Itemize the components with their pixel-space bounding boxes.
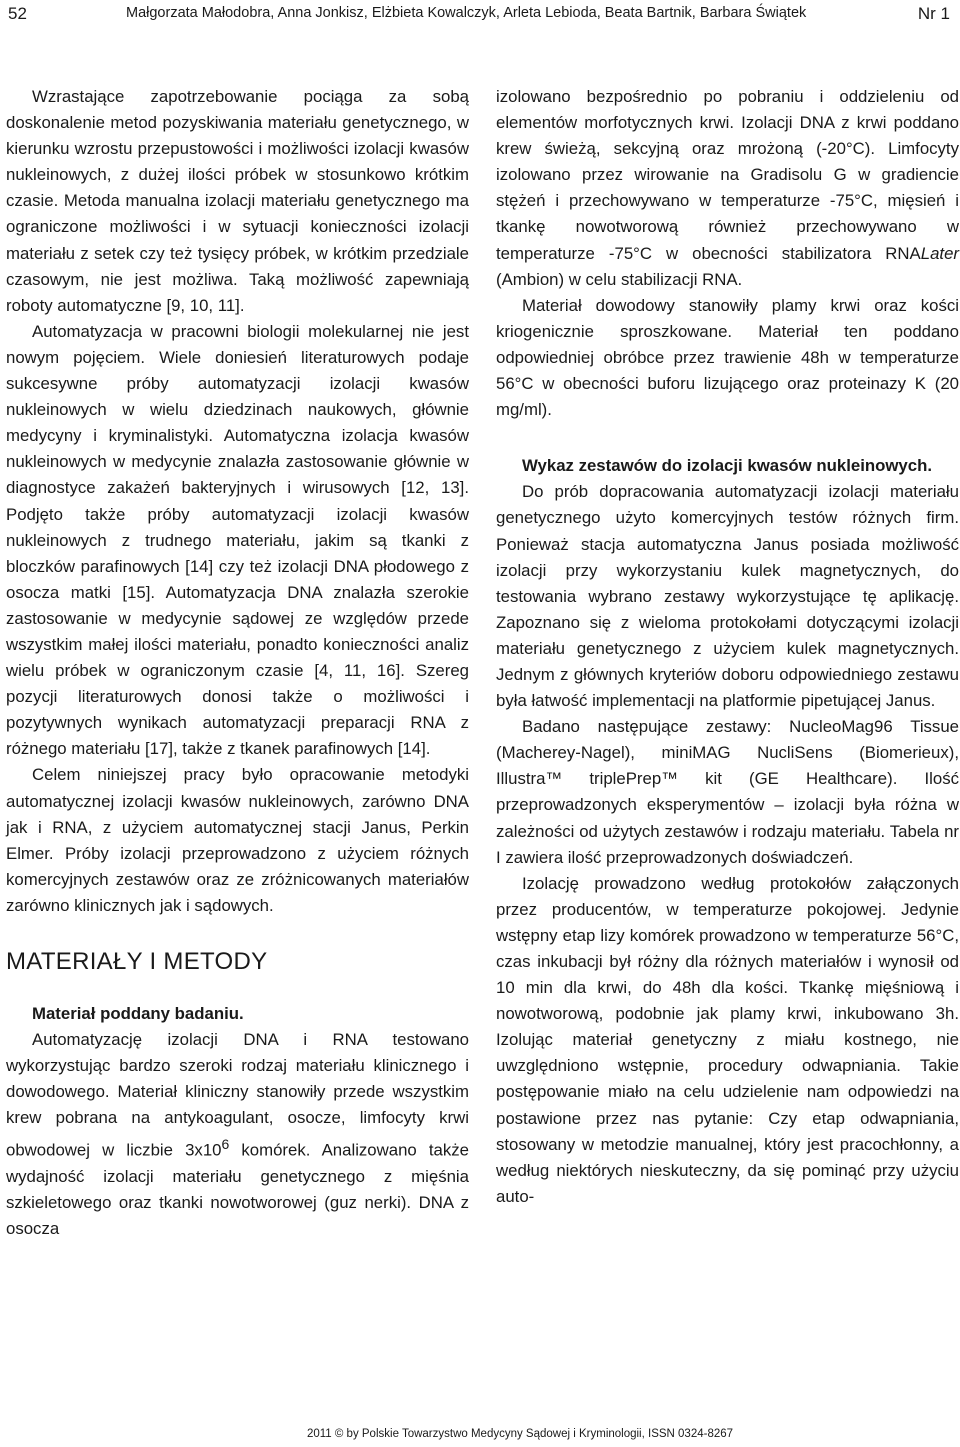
left-column xyxy=(6,84,469,1242)
issue-number: Nr 1 xyxy=(917,4,950,23)
page-header xyxy=(0,0,960,34)
paragraph xyxy=(496,84,959,293)
text-run: (Ambion) w celu stabilizacji RNA. xyxy=(496,269,743,289)
paragraph: Materiał dowodowy stanowiły plamy krwi oraz kości kriogenicznie sproszkowane. Materiał ten poddano odpowiedniej obróbce przez trawienie 48h w temperaturze 56°C w obecności buforu lizującego oraz proteinazy K (20 mg/ml). xyxy=(496,295,959,420)
text-run: izolowano bezpośrednio po pobraniu i oddzieleniu od elementów morfotycznych krwi. Izolacji DNA z krwi poddano krew świeżą, sekcyjną oraz mrożoną (-20°C). Limfocyty izolowano przez wirowanie na Gradisolu G w gradiencie stężeń i przechowywano w temperaturze -75°C, mięsień i tkankę nowotworową również przechowywano w temperaturze -75°C w obecności stabilizatora RNA xyxy=(496,87,959,263)
page-footer: 2011 © by Polskie Towarzystwo Medycyny Sądowej i Kryminologii, ISSN 0324-8267 xyxy=(306,1428,734,1440)
running-authors: Małgorzata Małodobra, Anna Jonkisz, Elżbieta Kowalczyk, Arleta Lebioda, Beata Bartnik, Barbara Świątek xyxy=(126,5,807,21)
paragraph: Badano następujące zestawy: NucleoMag96 Tissue (Macherey-Nagel), miniMAG NucliSens (Biomerieux), Illustra™ triplePrep™ kit (GE Healthcare). Ilość przeprowadzonych eksperymentów – izolacji była różna w zależności od użytych zestawów i rodzaju materiału. Tabela nr I zawiera ilość przeprowadzonych doświadczeń. xyxy=(496,717,959,867)
right-column xyxy=(496,84,959,1210)
superscript: 6 xyxy=(221,1136,230,1153)
text-run: Automatyzację izolacji DNA i RNA testowano wykorzystując bardzo szeroki rodzaj materiału klinicznego i dowodowego. Materiał kliniczny stanowiły przede wszystkim krew pobrana na antykoagulant, osocze, limfocyty krwi obwodowej w liczbie 3x10 xyxy=(6,1030,469,1161)
paragraph xyxy=(6,1027,469,1242)
section-title: MATERIAŁY I METODY xyxy=(6,948,268,975)
paragraph: Izolację prowadzono według protokołów załączonych przez producentów, w temperaturze pokojowej. Jedynie wstępny etap lizy komórek prowadzono w temperaturze 56°C, czas inkubacji był różny dla różnych materiałów i wynosił od 10 min dla krwi, do 48h dla kości. Tkankę mięśniową i nowotworową, podobnie jak plamy krwi, inkubowano 3h. Izolując materiał genetyczny z miału kostnego, nie uwzględniono wstępnie, procedury odwapniania. Takie postępowanie miało na celu udzielenie nam odpowiedzi na postawione przez nas pytanie: Czy etap odwapniania, stosowany w metodzie manualnej, który jest pracochłonny, a według niektórych nieskuteczny, da się pominąć przy użyciu auto- xyxy=(496,873,959,1206)
paragraph: Celem niniejszej pracy było opracowanie metodyki automatycznej izolacji kwasów nukleinowych, zarówno DNA jak i RNA, z użyciem automatycznej stacji Janus, Perkin Elmer. Próby izolacji przeprowadzono z użyciem różnych komercyjnych zestawów oraz ze zróżnicowanych materiałów zarówno klinicznych jak i sądowych. xyxy=(6,765,469,915)
text-run: komórek. Analizowano także wydajność izolacji materiału genetycznego z mięśnia szkieletowego oraz tkanki nowotworowej (guz nerki). DNA z osocza xyxy=(6,1141,469,1239)
paragraph: Do prób dopracowania automatyzacji izolacji materiału genetycznego użyto komercyjnych testów różnych firm. Ponieważ stacja automatyczna Janus posiada możliwość izolacji przy wykorzystaniu kulek magnetycznych, do testowania wybrano zestawy wykorzystujące tę aplikację. Zapoznano się z wieloma protokołami dotyczącymi izolacji materiału genetycznego z użyciem kulek magnetycznych. Jednym z głównych kryteriów doboru odpowiedniego zestawu była łatwość implementacji na platformie pipetującej Janus. xyxy=(496,482,959,711)
subsection-title: Materiał poddany badaniu. xyxy=(32,1004,244,1023)
paragraph: Automatyzacja w pracowni biologii molekularnej nie jest nowym pojęciem. Wiele doniesień literaturowych podaje sukcesywne próby automatyzacji izolacji kwasów nukleinowych w wielu dziedzinach naukowych, głównie medycyny i kryminalistyki. Automatyczna izolacja kwasów nukleinowych w medycynie znalazła zastosowanie głównie w diagnostyce zakażeń bakteryjnych i wirusowych [12, 13]. Podjęto także próby automatyzacji izolacji kwasów nukleinowych z trudnego materiału, jakim są tkanki z bloczków parafinowych [14] czy też izolacji DNA płodowego z osocza matki [15]. Automatyzacja DNA znalazła szerokie zastosowanie w medycynie sądowej ze względów przede wszystkim małej ilości materiału, ponadto konieczności analiz wielu próbek w ograniczonym czasie [4, 11, 16]. Szereg pozycji literaturowych donosi także o możliwości i pozytywnych wynikach automatyzacji preparacji RNA z różnego materiału [17], także z tkanek parafinowych [14]. xyxy=(6,321,469,759)
page-number: 52 xyxy=(8,4,27,23)
paragraph: Wzrastające zapotrzebowanie pociąga za sobą doskonalenie metod pozyskiwania materiału genetycznego, w kierunku wzrostu przepustowości i możliwości izolacji kwasów nukleinowych, z dużej ilości próbek w stosunkowo krótkim czasie. Metoda manualna izolacji materiału genetycznego ma ograniczone możliwości i w sytuacji konieczności izolacji materiału z setek czy też tysięcy próbek, w krótkim przedziale czasowym, nie jest możliwa. Taką możliwość zapewniają roboty automatyczne [9, 10, 11]. xyxy=(6,87,469,315)
italic-text: Later xyxy=(920,243,959,263)
subsection-title: Wykaz zestawów do izolacji kwasów nukleinowych. xyxy=(522,456,933,476)
